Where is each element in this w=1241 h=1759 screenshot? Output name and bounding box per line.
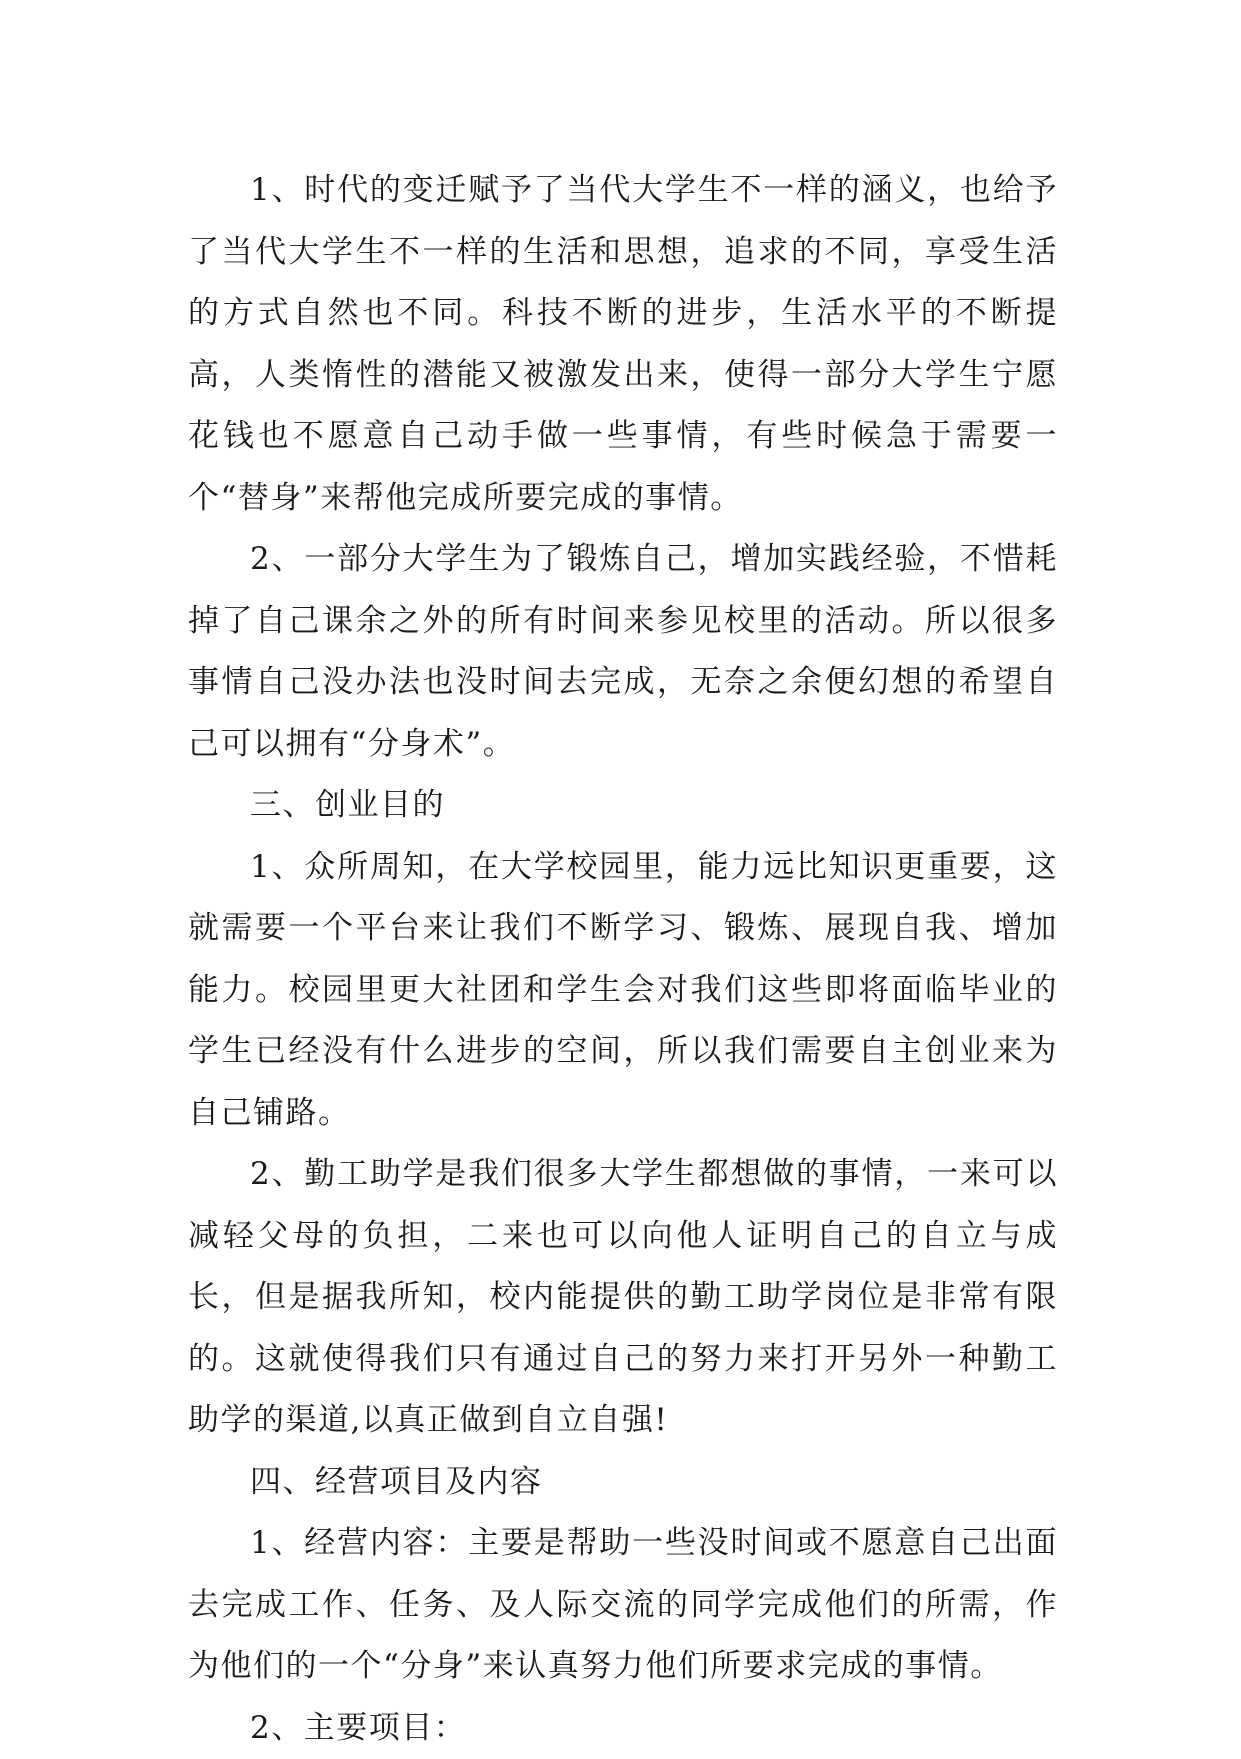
paragraph-4: 2、勤工助学是我们很多大学生都想做的事情，一来可以减轻父母的负担，二来也可以向他人证明自己的自立与成长，但是据我所知，校内能提供的勤工助学岗位是非常有限的。这就使得我们只有通过自己的努力来打开另外一种勤工助学的渠道,以真正做到自立自强! — [188, 1144, 1058, 1452]
paragraph-5: 1、经营内容：主要是帮助一些没时间或不愿意自己出面去完成工作、任务、及人际交流的同学完成他们的所需，作为他们的一个“分身”来认真努力他们所要求完成的事情。 — [188, 1513, 1058, 1698]
section-heading-business-items: 四、经营项目及内容 — [188, 1452, 1058, 1514]
document-body — [188, 160, 1058, 1759]
paragraph-1: 1、时代的变迁赋予了当代大学生不一样的涵义，也给予了当代大学生不一样的生活和思想，追求的不同，享受生活的方式自然也不同。科技不断的进步，生活水平的不断提高，人类惰性的潜能又被激发出来，使得一部分大学生宁愿花钱也不愿意自己动手做一些事情，有些时候急于需要一个“替身”来帮他完成所要完成的事情。 — [188, 160, 1058, 529]
section-heading-startup-purpose: 三、创业目的 — [188, 775, 1058, 837]
paragraph-3: 1、众所周知，在大学校园里，能力远比知识更重要，这就需要一个平台来让我们不断学习、锻炼、展现自我、增加能力。校园里更大社团和学生会对我们这些即将面临毕业的学生已经没有什么进步的空间，所以我们需要自主创业来为自己铺路。 — [188, 837, 1058, 1145]
paragraph-2: 2、一部分大学生为了锻炼自己，增加实践经验，不惜耗掉了自己课余之外的所有时间来参见校里的活动。所以很多事情自己没办法也没时间去完成，无奈之余便幻想的希望自己可以拥有“分身术”。 — [188, 529, 1058, 775]
subheading-main-items: 2、主要项目： — [188, 1698, 1058, 1759]
